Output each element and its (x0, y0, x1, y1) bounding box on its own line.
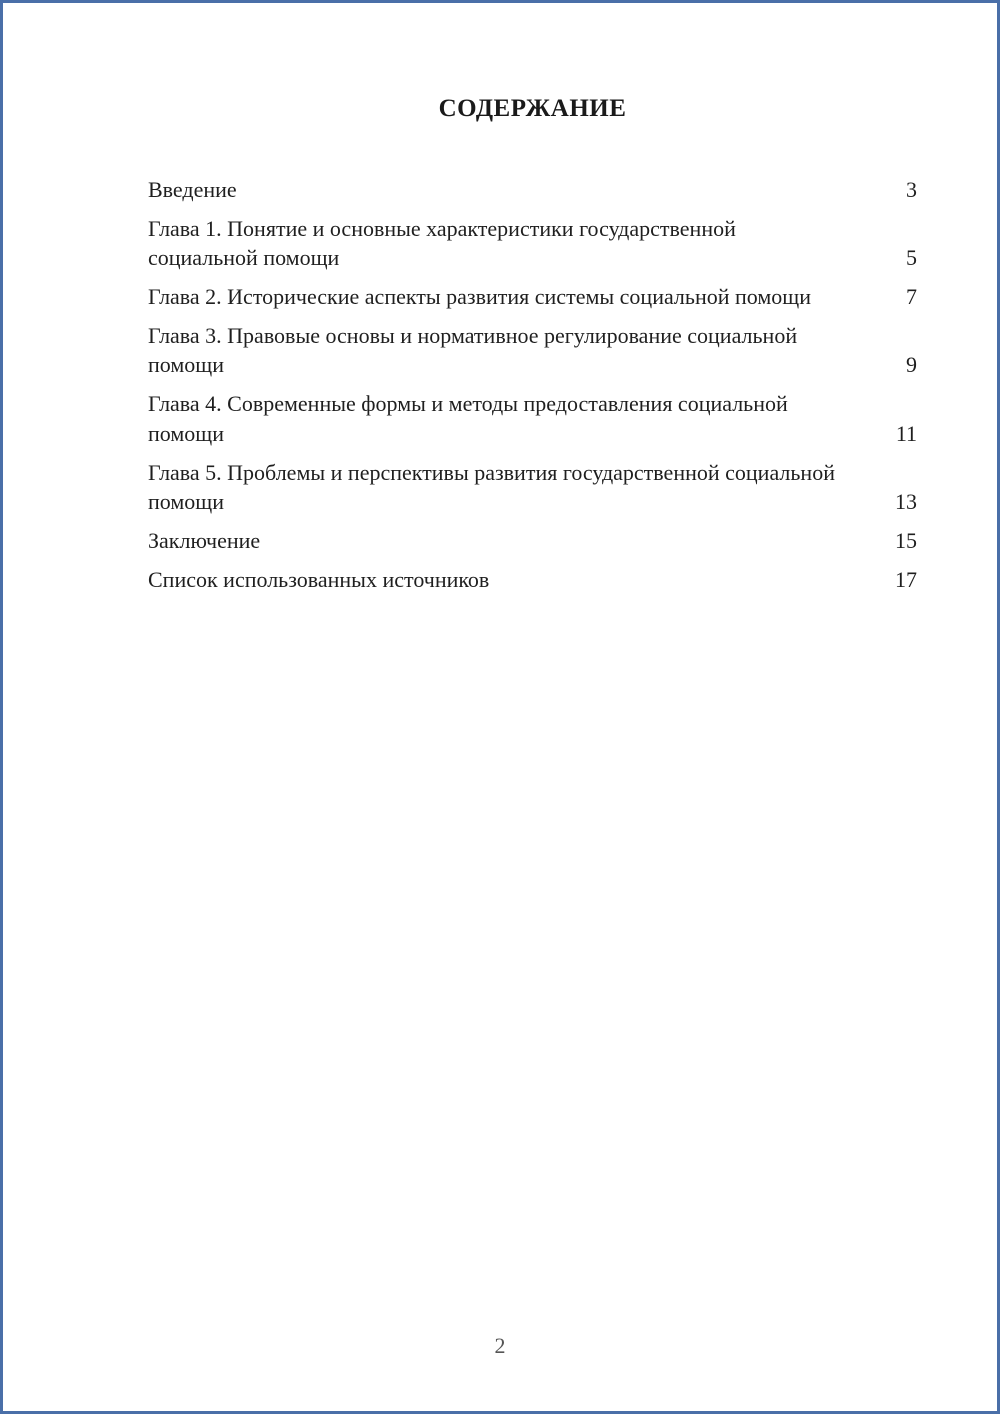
toc-entry-label: Заключение (148, 527, 261, 553)
toc-entry-label: Глава 5. Проблемы и перспективы развития государственной социальной помощи (148, 459, 835, 515)
toc-entry-page: 17 (895, 566, 917, 592)
page-content (3, 3, 997, 594)
toc-entry-label: Список использованных источников (148, 566, 490, 592)
page-number: 2 (494, 1333, 506, 1358)
toc-entry-page: 5 (906, 245, 917, 271)
toc-entry-label: Введение (148, 177, 237, 202)
toc-entry-label: Глава 4. Современные формы и методы предоставления социальной помощи (148, 391, 788, 446)
toc-entry (148, 214, 917, 273)
toc-entry-page: 13 (895, 489, 917, 515)
toc-entry-page: 7 (906, 284, 917, 310)
toc-entry (148, 526, 917, 556)
toc-entry-label: Глава 3. Правовые основы и нормативное регулирование социальной помощи (148, 322, 798, 378)
toc-entry (148, 458, 917, 517)
page-title: СОДЕРЖАНИЕ (438, 95, 627, 122)
toc-entry (148, 565, 917, 595)
toc-entry-page: 11 (895, 420, 917, 446)
toc-entry-label: Глава 1. Понятие и основные характеристики государственной социальной помощи (148, 215, 736, 271)
toc-entry (148, 175, 917, 205)
toc-entry (148, 282, 917, 312)
toc-entry-label: Глава 2. Исторические аспекты развития системы социальной помощи (148, 284, 811, 310)
toc-entry-page: 15 (895, 527, 917, 553)
table-of-contents (148, 175, 917, 594)
toc-entry-page: 9 (906, 352, 917, 378)
toc-entry (148, 321, 917, 380)
toc-entry (148, 389, 917, 448)
toc-entry-page: 3 (906, 177, 917, 202)
